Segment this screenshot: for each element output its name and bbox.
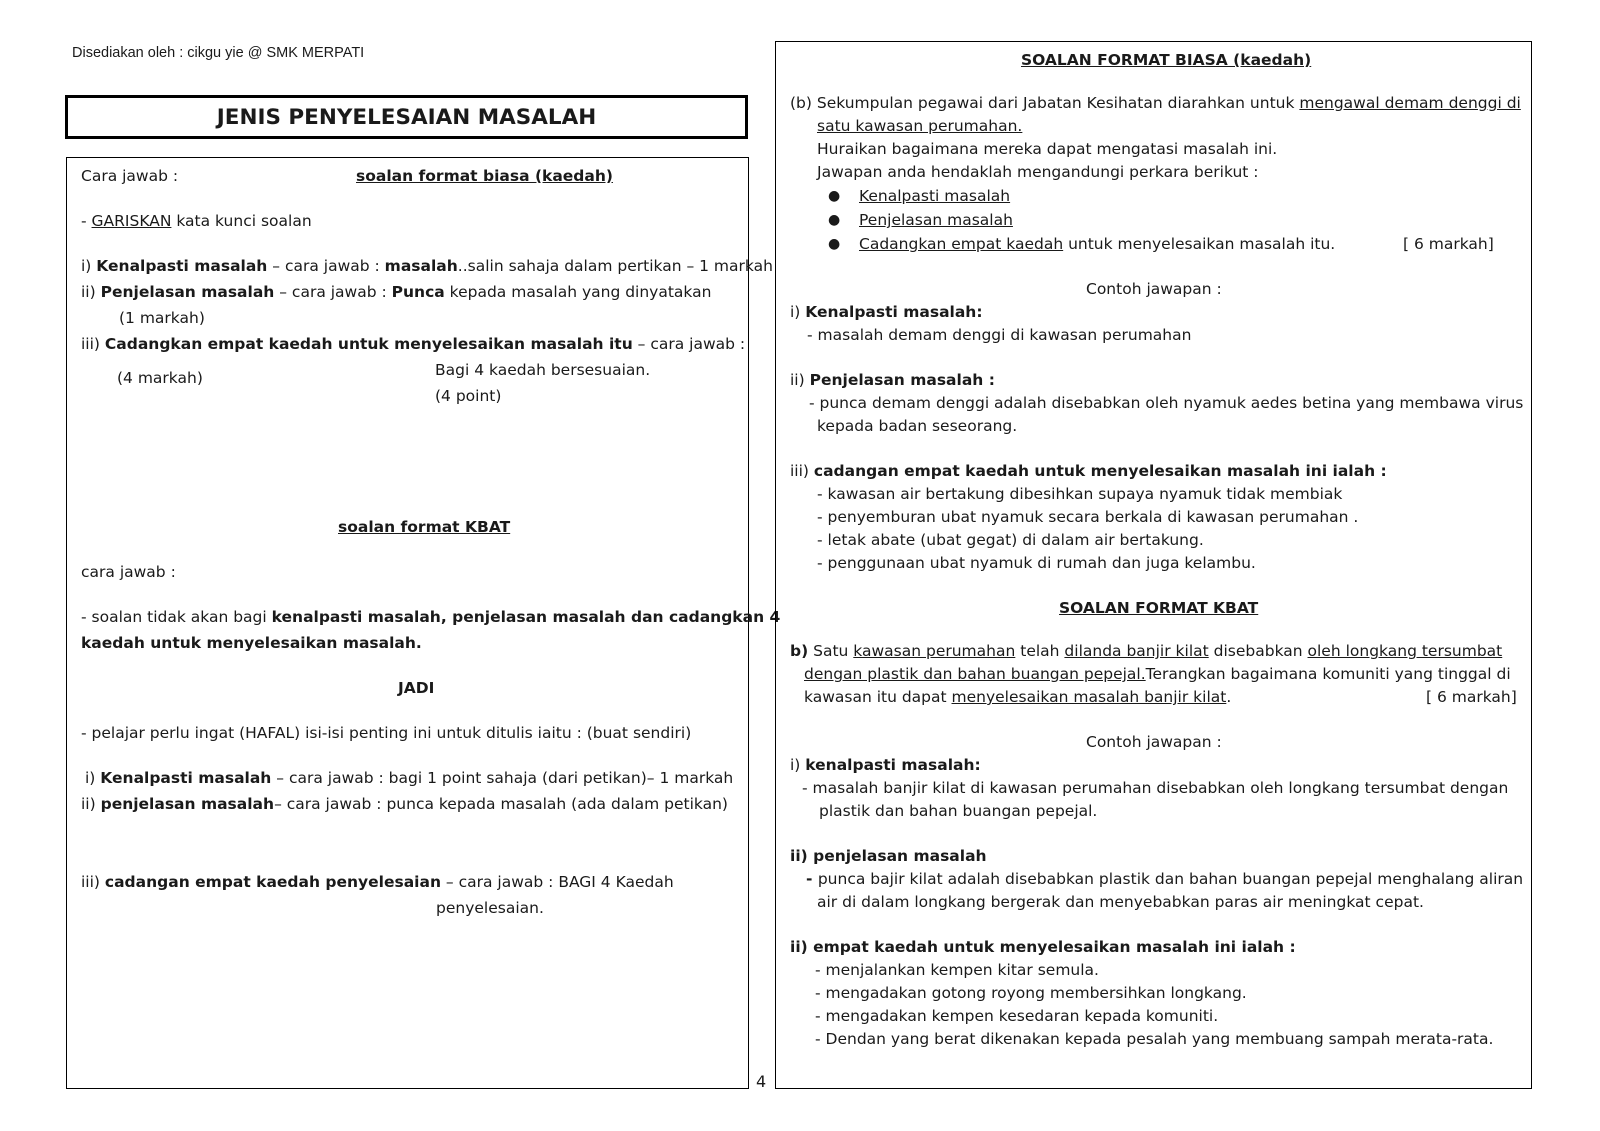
left-panel (66, 157, 781, 1089)
kbat-answer-ii-text-1: - punca bajir kilat adalah disebabkan plastik dan bahan buangan pepejal menghalang aliran (806, 870, 1524, 888)
question-line-3: Huraikan bagaimana mereka dapat mengatasi masalah ini. (817, 140, 1278, 158)
kbat-answer-i-heading: i) kenalpasti masalah: (790, 756, 981, 774)
contoh-jawapan-2: Contoh jawapan : (1086, 733, 1222, 751)
page-title (65, 95, 748, 139)
kbat-question-line-1: b) Satu kawasan perumahan telah dilanda banjir kilat disebabkan oleh longkang tersumbat (790, 642, 1503, 660)
bullet-dot: ● (828, 236, 841, 252)
kbat-note-2: kaedah untuk menyelesaikan masalah. (81, 634, 422, 652)
kbat-answer-i-text-2: plastik dan bahan buangan pepejal. (819, 802, 1098, 820)
cara-jawab-label: Cara jawab : (81, 167, 179, 185)
step-i: i) Kenalpasti masalah – cara jawab : masalah..salin sahaja dalam pertikan – 1 markah (81, 257, 773, 275)
kbat-answer-ii-heading: ii) penjelasan masalah (790, 847, 987, 865)
kbat-answer-iii-item: - menjalankan kempen kitar semula. (815, 961, 1099, 979)
kbat-answer-iii-item: - mengadakan kempen kesedaran kepada komuniti. (815, 1007, 1219, 1025)
marks-1: [ 6 markah] (1403, 235, 1494, 253)
kbat-heading-right: SOALAN FORMAT KBAT (1059, 599, 1259, 617)
answer-i-heading: i) Kenalpasti masalah: (790, 303, 983, 321)
page-title-text: JENIS PENYELESAIAN MASALAH (216, 104, 597, 130)
kbat-note-1: - soalan tidak akan bagi kenalpasti masalah, penjelasan masalah dan cadangkan 4 (81, 608, 781, 626)
question-line-4: Jawapan anda hendaklah mengandungi perkara berikut : (817, 163, 1259, 181)
jadi-label: JADI (398, 679, 435, 697)
answer-iii-item: - penyemburan ubat nyamuk secara berkala di kawasan perumahan . (817, 508, 1359, 526)
kbat-step-iii: iii) cadangan empat kaedah penyelesaian – cara jawab : BAGI 4 Kaedah (81, 873, 674, 891)
answer-iii-item: - letak abate (ubat gegat) di dalam air bertakung. (817, 531, 1204, 549)
answer-ii-text-1: - punca demam denggi adalah disebabkan oleh nyamuk aedes betina yang membawa virus (809, 394, 1524, 412)
bullet-dot: ● (828, 188, 841, 204)
kbat-step-ii: ii) penjelasan masalah– cara jawab : punca kepada masalah (ada dalam petikan) (81, 795, 728, 813)
answer-iii-item: - kawasan air bertakung dibesihkan supaya nyamuk tidak membiak (817, 485, 1343, 503)
garis-line: - GARISKAN kata kunci soalan (81, 212, 312, 230)
kbat-question-line-2: dengan plastik dan bahan buangan pepejal.Terangkan bagaimana komuniti yang tinggal di (804, 665, 1511, 683)
answer-ii-text-2: kepada badan seseorang. (817, 417, 1018, 435)
answer-iii-heading: iii) cadangan empat kaedah untuk menyelesaikan masalah ini ialah : (790, 462, 1387, 480)
kbat-heading: soalan format KBAT (338, 518, 511, 536)
kbat-answer-ii-text-2: air di dalam longkang bergerak dan menyebabkan paras air meningkat cepat. (817, 893, 1424, 911)
answer-i-text: - masalah demam denggi di kawasan perumahan (807, 326, 1192, 344)
answer-ii-heading: ii) Penjelasan masalah : (790, 371, 995, 389)
kbat-step-iii-cont: penyelesaian. (436, 899, 544, 917)
step-ii-mark: (1 markah) (119, 309, 205, 327)
answer-iii-item: - penggunaan ubat nyamuk di rumah dan juga kelambu. (817, 554, 1256, 572)
step-iii-answer-2: (4 point) (435, 387, 502, 405)
kbat-answer-iii-heading: ii) empat kaedah untuk menyelesaikan masalah ini ialah : (790, 938, 1296, 956)
kbat-answer-i-text-1: - masalah banjir kilat di kawasan perumahan disebabkan oleh longkang tersumbat dengan (802, 779, 1509, 797)
bullet-item-1: Kenalpasti masalah (859, 187, 1011, 205)
right-panel (775, 41, 1532, 1089)
kbat-cara-jawab: cara jawab : (81, 563, 176, 581)
step-iii-mark: (4 markah) (117, 369, 203, 387)
biasa-heading: soalan format biasa (kaedah) (356, 167, 613, 185)
marks-2: [ 6 markah] (1426, 688, 1517, 706)
prepared-by: Disediakan oleh : cikgu yie @ SMK MERPATI (72, 45, 365, 61)
bullet-dot: ● (828, 212, 841, 228)
kbat-question-line-3: kawasan itu dapat menyelesaikan masalah banjir kilat. (804, 688, 1232, 706)
hafal-note: - pelajar perlu ingat (HAFAL) isi-isi penting ini untuk ditulis iaitu : (buat sendiri) (81, 724, 692, 742)
biasa-heading-right: SOALAN FORMAT BIASA (kaedah) (1021, 51, 1312, 69)
kbat-answer-iii-item: - mengadakan gotong royong membersihkan longkang. (815, 984, 1247, 1002)
bullet-item-3: Cadangkan empat kaedah untuk menyelesaikan masalah itu. (859, 235, 1336, 253)
kbat-answer-iii-item: - Dendan yang berat dikenakan kepada pesalah yang membuang sampah merata-rata. (815, 1030, 1494, 1048)
kbat-step-i: i) Kenalpasti masalah – cara jawab : bagi 1 point sahaja (dari petikan)– 1 markah (85, 769, 734, 787)
contoh-jawapan-1: Contoh jawapan : (1086, 280, 1222, 298)
question-line-1: (b) Sekumpulan pegawai dari Jabatan Kesihatan diarahkan untuk mengawal demam denggi di (790, 94, 1521, 112)
step-ii: ii) Penjelasan masalah – cara jawab : Punca kepada masalah yang dinyatakan (81, 283, 712, 301)
question-line-2: satu kawasan perumahan. (817, 117, 1023, 135)
page-number: 4 (756, 1072, 767, 1091)
step-iii: iii) Cadangkan empat kaedah untuk menyelesaikan masalah itu – cara jawab : (81, 335, 746, 353)
bullet-item-2: Penjelasan masalah (859, 211, 1013, 229)
step-iii-answer-1: Bagi 4 kaedah bersesuaian. (435, 361, 651, 379)
